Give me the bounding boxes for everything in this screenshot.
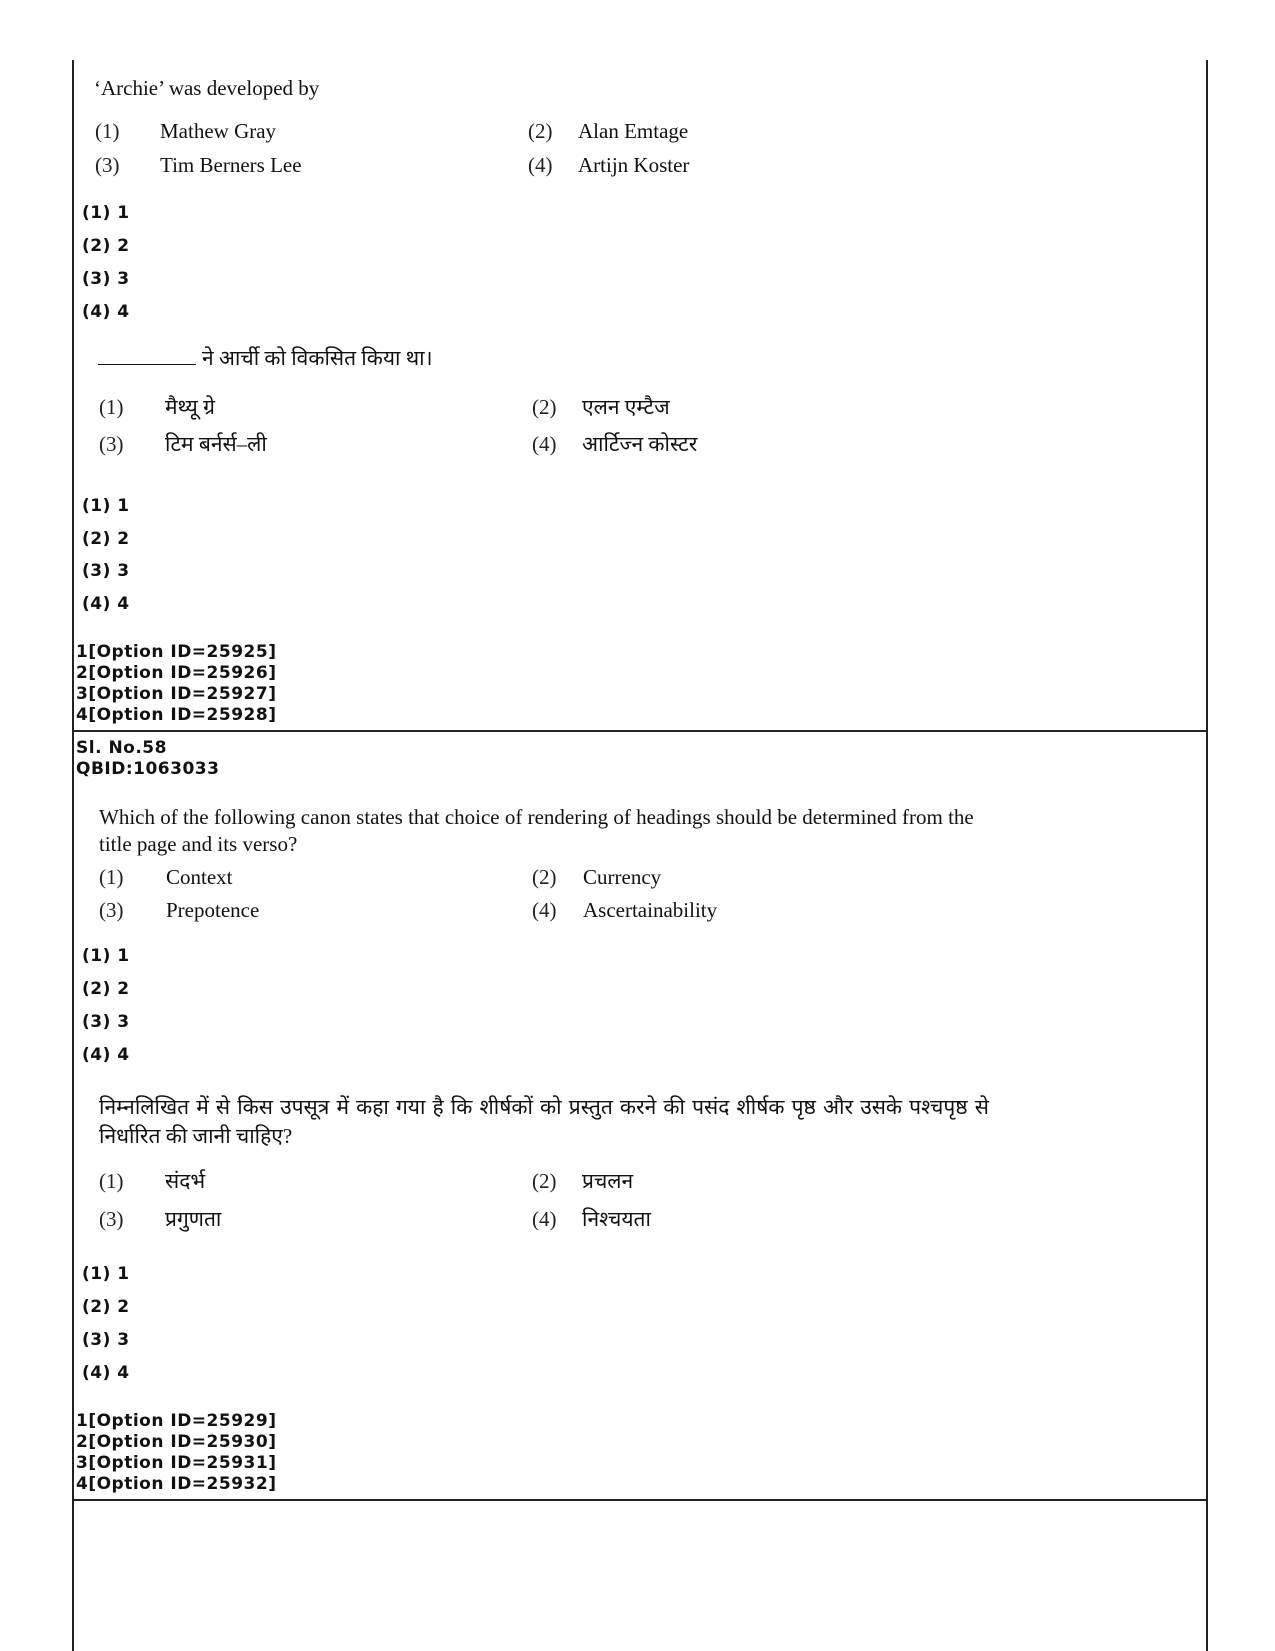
- q57-option-id-2: 2[Option ID=25926]: [76, 663, 277, 683]
- q58-hi-option-2-text: प्रचलन: [582, 1169, 634, 1193]
- q58-en-option-1-number: (1): [99, 865, 124, 889]
- q57-option-id-1: 1[Option ID=25925]: [76, 642, 277, 662]
- q57-hi-option-3-number: (3): [99, 432, 124, 456]
- q57-answer-choice-4[interactable]: (4) 4: [82, 302, 130, 322]
- q58-hi-option-3-text: प्रगुणता: [165, 1207, 222, 1231]
- fill-in-blank-line: [98, 346, 196, 365]
- question-57-hindi-label: ने आर्ची को विकसित किया था।: [202, 346, 433, 370]
- q58-answer-choice-4[interactable]: (4) 4: [82, 1045, 130, 1065]
- q58-answer-choice-3[interactable]: (3) 3: [82, 1012, 130, 1032]
- q58-option-id-list: [76, 1411, 276, 1495]
- q57-hi-option-2-number: (2): [532, 395, 557, 419]
- q57-hi-option-1-number: (1): [99, 395, 124, 419]
- q58-header: [76, 738, 219, 780]
- q57-hi-option-4-number: (4): [532, 432, 557, 456]
- q58-hi-answer-choice-3[interactable]: (3) 3: [82, 1330, 130, 1350]
- q57-answer-choice-2[interactable]: (2) 2: [82, 236, 130, 256]
- q58-answer-choice-2[interactable]: (2) 2: [82, 979, 130, 999]
- q57-hi-answer-choice-3[interactable]: (3) 3: [82, 561, 130, 581]
- q57-hi-option-1-text: मैथ्यू ग्रे: [165, 395, 215, 419]
- q58-hi-answer-choice-1[interactable]: (1) 1: [82, 1264, 130, 1284]
- q57-en-option-1-number: (1): [95, 119, 120, 143]
- question-57-english-text: ‘Archie’ was developed by: [94, 76, 320, 100]
- q58-hi-option-4-text: निश्चयता: [582, 1207, 651, 1231]
- q58-en-option-3-text: Prepotence: [166, 898, 260, 922]
- q58-option-id-4: 4[Option ID=25932]: [76, 1474, 277, 1494]
- question-divider: [72, 730, 1208, 732]
- question-57-hindi-text: [98, 344, 433, 372]
- q58-hi-option-3-number: (3): [99, 1207, 124, 1231]
- question-58-hindi-text: निम्नलिखित में से किस उपसूत्र में कहा गया है कि शीर्षकों को प्रस्तुत करने की पसंद शीर्षक पृष्ठ और उसके पश्चपृष्ठ से निर्धारित की जानी चाहिए?: [99, 1095, 989, 1148]
- q58-option-id-2: 2[Option ID=25930]: [76, 1432, 277, 1452]
- q58-en-option-1-text: Context: [166, 865, 233, 889]
- serial-number: Sl. No.58: [76, 738, 167, 758]
- q57-option-id-3: 3[Option ID=25927]: [76, 684, 277, 704]
- q57-en-option-1-text: Mathew Gray: [160, 119, 277, 143]
- q58-answer-choice-1[interactable]: (1) 1: [82, 946, 130, 966]
- q58-hi-option-4-number: (4): [532, 1207, 557, 1231]
- q57-hi-answer-choice-1[interactable]: (1) 1: [82, 496, 130, 516]
- q58-hi-answer-choice-2[interactable]: (2) 2: [82, 1297, 130, 1317]
- q57-hi-answer-choice-2[interactable]: (2) 2: [82, 529, 130, 549]
- q57-hi-answer-choice-4[interactable]: (4) 4: [82, 594, 130, 614]
- question-bank-id: QBID:1063033: [76, 759, 220, 779]
- q57-en-option-3-number: (3): [95, 153, 120, 177]
- q57-hi-option-2-text: एलन एम्टैज: [582, 395, 670, 419]
- q57-en-option-2-number: (2): [528, 119, 553, 143]
- q58-en-option-4-number: (4): [532, 898, 557, 922]
- q58-option-id-3: 3[Option ID=25931]: [76, 1453, 277, 1473]
- q58-hi-option-1-text: संदर्भ: [165, 1169, 206, 1193]
- question-divider-bottom: [72, 1499, 1208, 1501]
- q58-en-option-2-text: Currency: [583, 865, 662, 889]
- q58-hi-answer-choice-4[interactable]: (4) 4: [82, 1363, 130, 1383]
- q58-hi-option-1-number: (1): [99, 1169, 124, 1193]
- q57-hi-option-4-text: आर्टिज्न कोस्टर: [582, 432, 698, 456]
- q57-answer-choice-1[interactable]: (1) 1: [82, 203, 130, 223]
- q57-en-option-4-text: Artijn Koster: [578, 153, 690, 177]
- q57-option-id-4: 4[Option ID=25928]: [76, 705, 277, 725]
- question-58-english-text: Which of the following canon states that choice of rendering of headings should be determined from the title page and its verso?: [99, 805, 974, 856]
- q57-en-option-3-text: Tim Berners Lee: [160, 153, 302, 177]
- q57-hi-option-3-text: टिम बर्नर्स–ली: [165, 432, 267, 456]
- q57-answer-choice-3[interactable]: (3) 3: [82, 269, 130, 289]
- q58-en-option-3-number: (3): [99, 898, 124, 922]
- q57-en-option-2-text: Alan Emtage: [578, 119, 689, 143]
- q57-en-option-4-number: (4): [528, 153, 553, 177]
- q58-en-option-2-number: (2): [532, 865, 557, 889]
- q57-option-id-list: [76, 642, 276, 726]
- q58-option-id-1: 1[Option ID=25929]: [76, 1411, 277, 1431]
- q58-en-option-4-text: Ascertainability: [583, 898, 718, 922]
- q58-hi-option-2-number: (2): [532, 1169, 557, 1193]
